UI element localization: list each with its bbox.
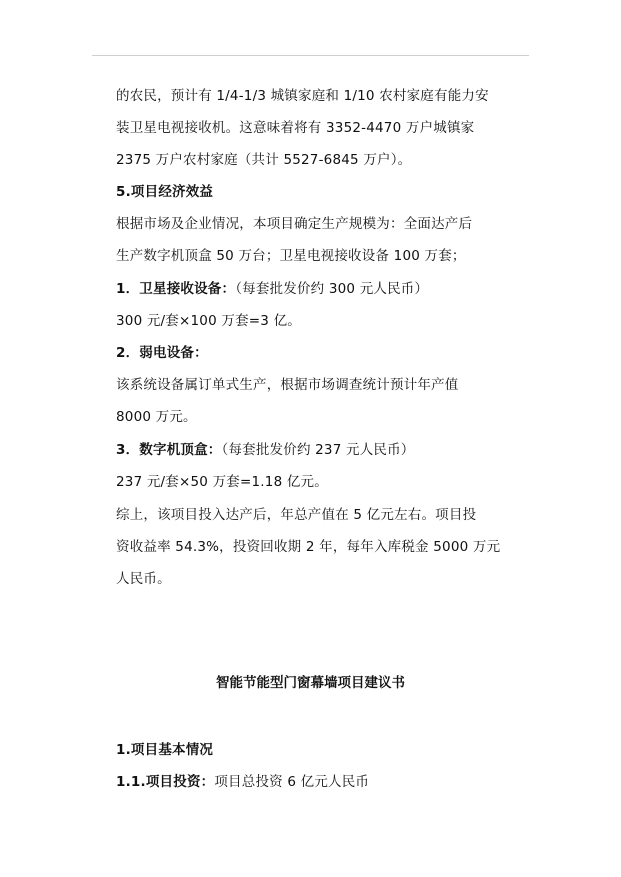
body-line: 237 元/套×50 万套=1.18 亿元。 [116,474,328,490]
body-line: 综上，该项目投入达产后，年总产值在 5 亿元左右。项目投 [116,507,477,523]
item-label: 1．卫星接收设备： [116,281,236,297]
body-line: 300 元/套×100 万套=3 亿。 [116,313,301,329]
section-heading-economic-benefit: 5.项目经济效益 [116,184,214,200]
item-label: 3．数字机顶盒： [116,442,222,458]
subsection-investment [116,773,369,791]
body-line: 的农民，预计有 1/4-1/3 城镇家庭和 1/10 农村家庭有能力安 [116,88,489,104]
body-line: 资收益率 54.3%，投资回收期 2 年，每年入库税金 5000 万元 [116,539,501,555]
body-line: 8000 万元。 [116,409,197,425]
body-line: 人民币。 [116,571,171,587]
item-label-weak-current: 2．弱电设备： [116,345,208,361]
item-satellite-receiver [116,280,428,298]
subsection-text: 项目总投资 6 亿元人民币 [214,774,370,790]
body-line: 2375 万户农村家庭（共计 5527-6845 万户）。 [116,152,412,168]
body-line: 根据市场及企业情况，本项目确定生产规模为：全面达产后 [116,216,473,232]
body-line: 生产数字机顶盒 50 万台；卫星电视接收设备 100 万套； [116,248,466,264]
item-note: （每套批发价约 300 元人民币） [235,281,429,297]
header-rule [92,55,529,56]
body-line: 该系统设备属订单式生产，根据市场调查统计预计年产值 [116,377,459,393]
subsection-label: 1.1.项目投资： [116,774,215,790]
section-heading-basic-info: 1.项目基本情况 [116,742,214,758]
body-line: 装卫星电视接收机。这意味着将有 3352-4470 万户城镇家 [116,120,475,136]
document-title: 智能节能型门窗幕墙项目建议书 [216,675,405,691]
item-set-top-box [116,441,415,459]
item-note: （每套批发价约 237 元人民币） [221,442,415,458]
